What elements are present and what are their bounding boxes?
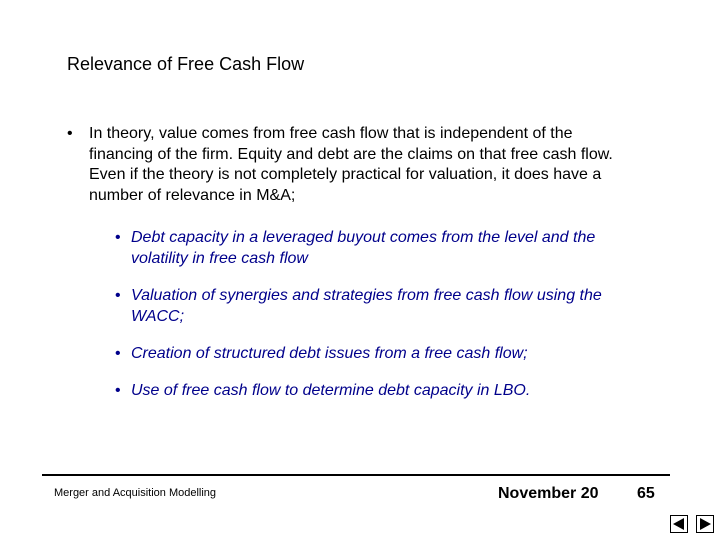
main-bullet-text: In theory, value comes from free cash flow that is independent of the financing of the firm. Equity and debt are the claims on that free cash flow. Even if the theory is not completely practical for valuation, it does have a number of relevance in M&A; [89, 125, 613, 204]
bullet-marker: • [67, 125, 73, 142]
sub-bullet-text: Use of free cash flow to determine debt capacity in LBO. [131, 382, 531, 399]
slide-title: Relevance of Free Cash Flow [67, 54, 305, 74]
footer-date: November 20 [498, 485, 599, 502]
bullet-marker: • [115, 229, 121, 246]
footer-divider [42, 474, 670, 476]
sub-bullet-text: Valuation of synergies and strategies from free cash flow using the WACC; [131, 287, 602, 325]
sub-bullet-text: Creation of structured debt issues from a free cash flow; [131, 345, 528, 362]
previous-slide-button[interactable] [670, 515, 688, 533]
bullet-marker: • [115, 287, 121, 304]
previous-slide-icon [671, 516, 687, 532]
sub-bullet-text: Debt capacity in a leveraged buyout comes from the level and the volatility in free cash flow [131, 229, 596, 267]
footer-course-title: Merger and Acquisition Modelling [54, 487, 217, 499]
bullet-marker: • [115, 382, 121, 399]
next-slide-button[interactable] [696, 515, 714, 533]
page-number: 65 [637, 485, 655, 502]
next-slide-icon [697, 516, 713, 532]
bullet-marker: • [115, 345, 121, 362]
